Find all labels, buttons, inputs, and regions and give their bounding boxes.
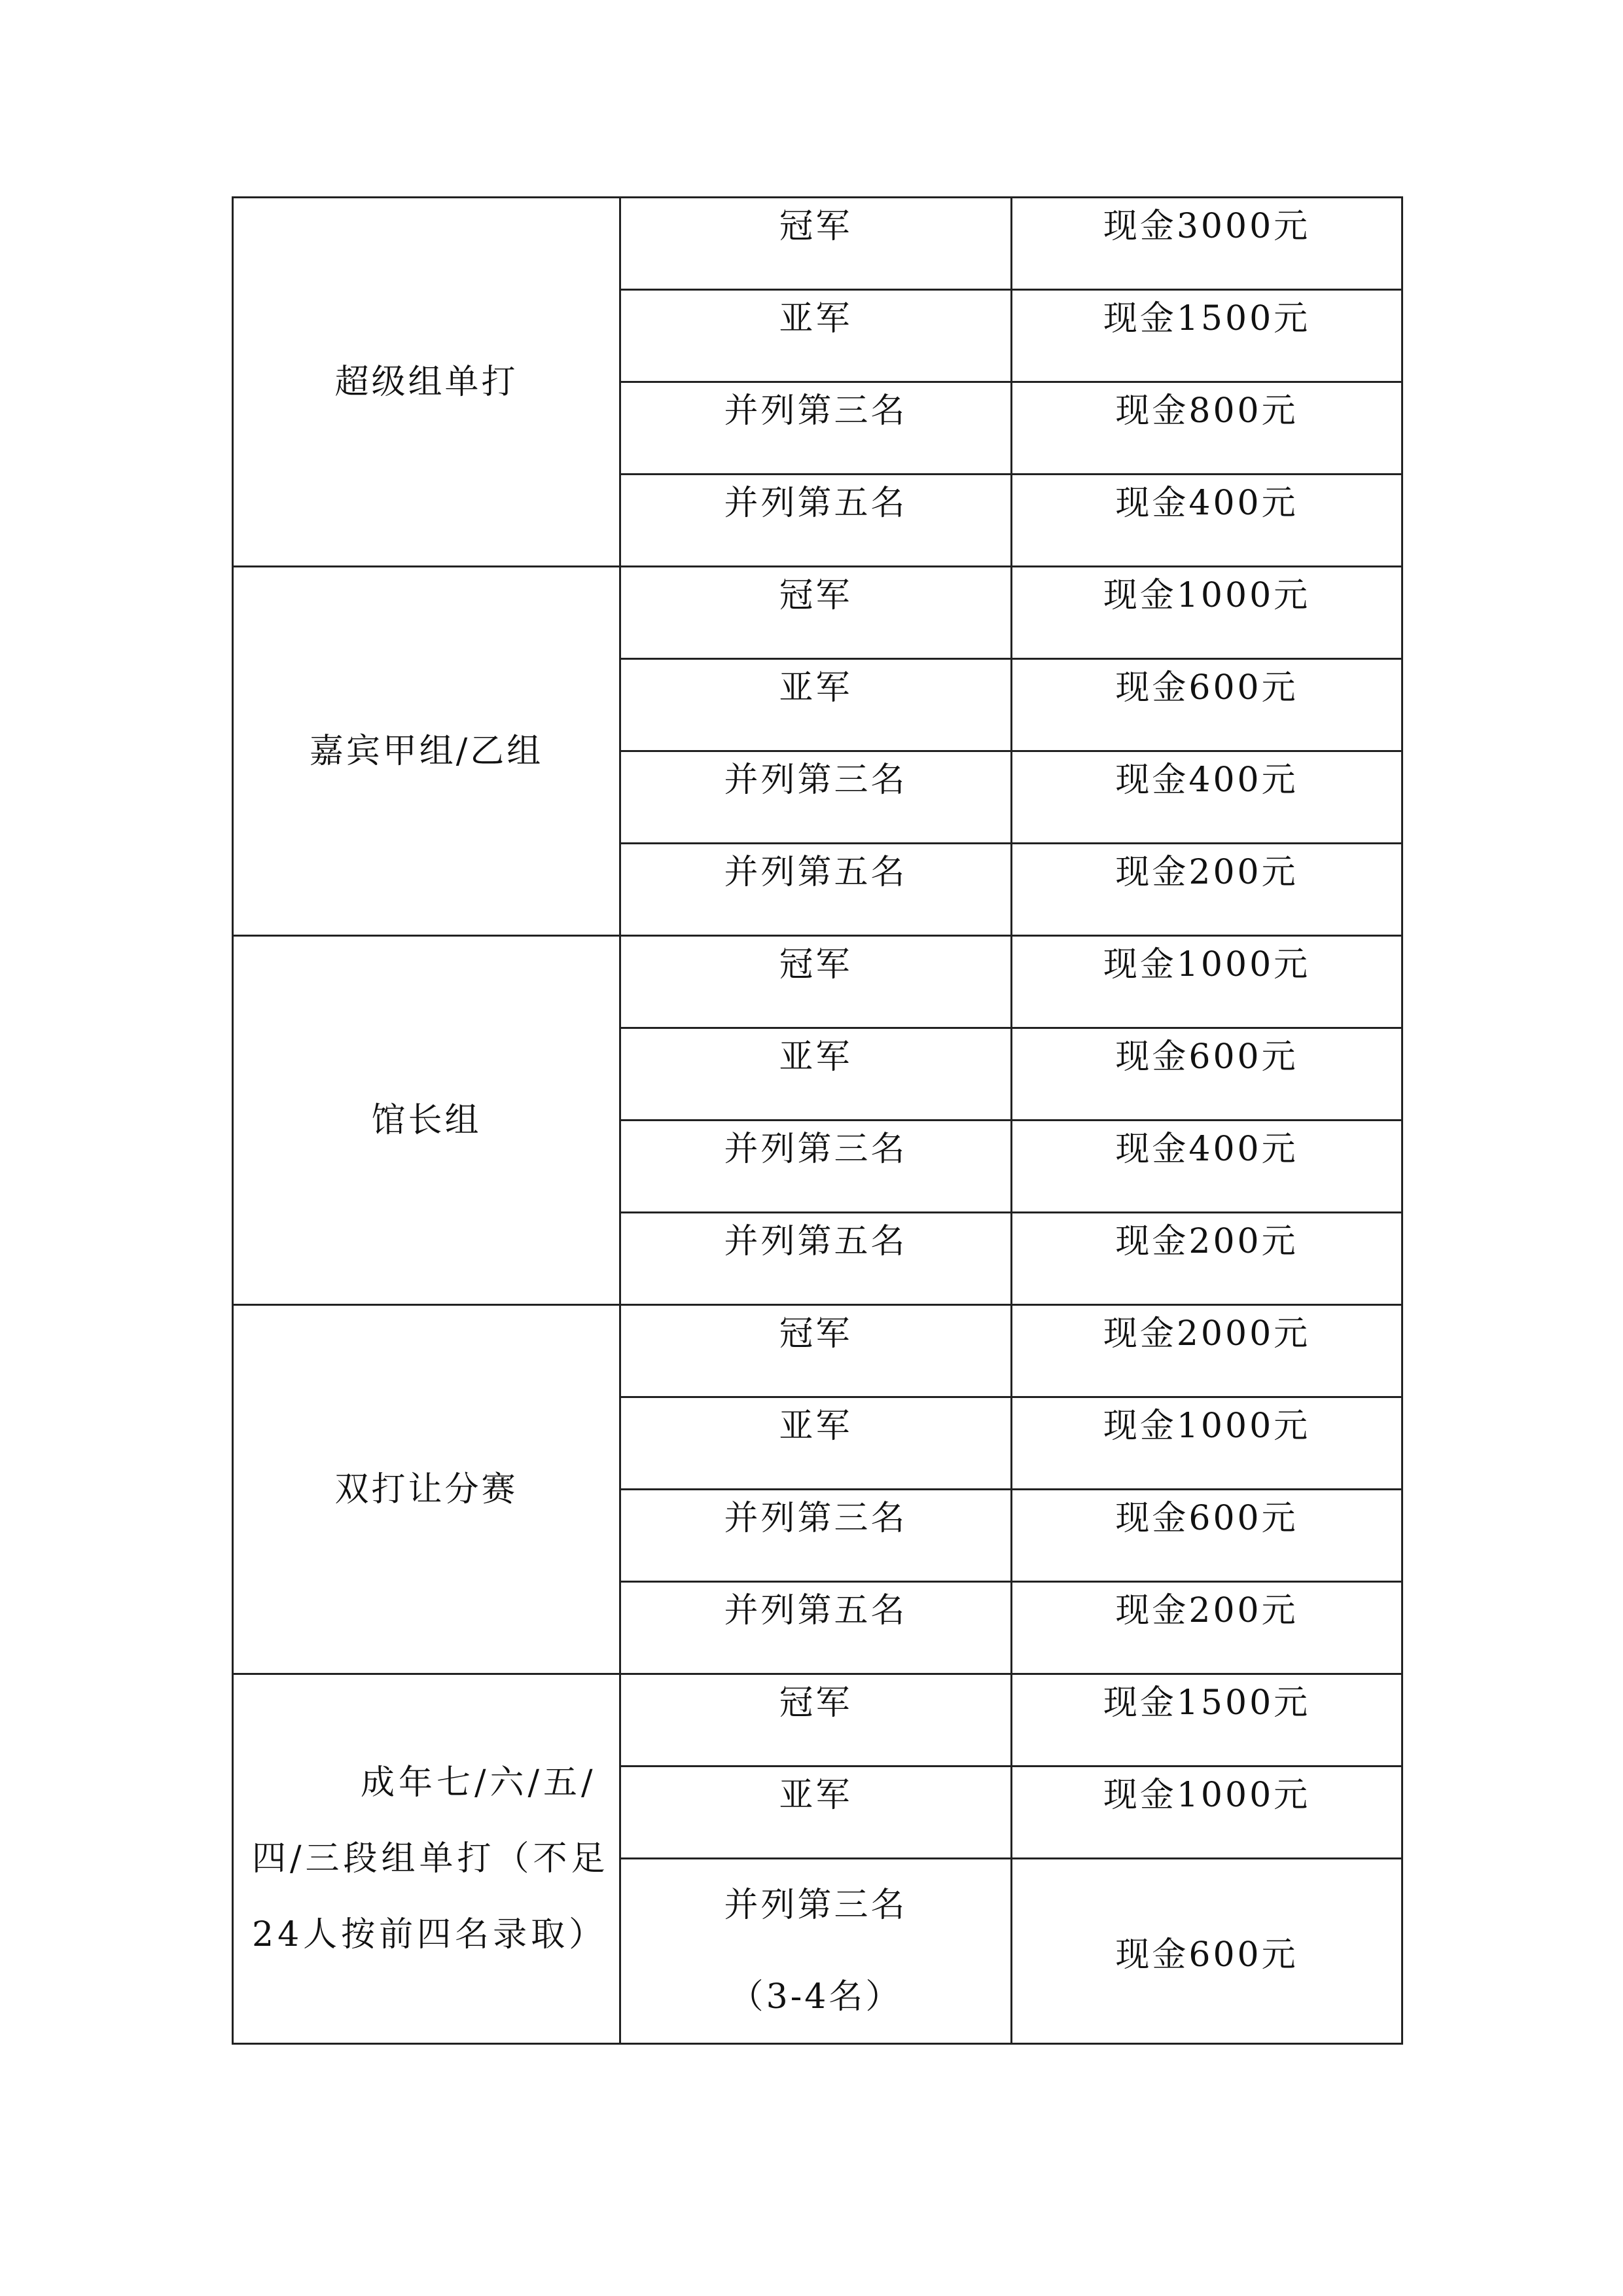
group-name-cell xyxy=(233,936,620,1305)
award-cell xyxy=(1012,751,1402,844)
award-cell xyxy=(1012,382,1402,475)
award-cell xyxy=(1012,1028,1402,1121)
award-amount: 现金600元 xyxy=(1115,1037,1298,1077)
award-cell xyxy=(1012,1213,1402,1305)
award-amount: 现金200元 xyxy=(1115,1222,1298,1261)
place-label: 并列第五名 xyxy=(724,484,908,523)
award-cell xyxy=(1012,290,1402,382)
place-cell xyxy=(620,1213,1012,1305)
place-label-line: （3-4名） xyxy=(729,1977,902,2017)
place-label: 冠军 xyxy=(779,1314,853,1354)
prize-table xyxy=(232,196,1403,2045)
award-cell xyxy=(1012,659,1402,751)
place-cell xyxy=(620,1767,1012,1859)
award-amount: 现金200元 xyxy=(1115,1591,1298,1630)
place-cell xyxy=(620,1397,1012,1490)
award-amount: 现金400元 xyxy=(1115,761,1298,800)
place-cell xyxy=(620,198,1012,290)
award-cell xyxy=(1012,1305,1402,1397)
place-label: 亚军 xyxy=(779,668,853,708)
place-cell xyxy=(620,659,1012,751)
award-cell xyxy=(1012,1674,1402,1767)
award-amount: 现金1000元 xyxy=(1103,1407,1311,1446)
award-amount: 现金1500元 xyxy=(1103,299,1311,338)
group-name-cell xyxy=(233,198,620,567)
group-name-cell xyxy=(233,1305,620,1674)
group-name-line: 24人按前四名录取） xyxy=(252,1915,607,1954)
place-cell xyxy=(620,1121,1012,1213)
group-name: 馆长组 xyxy=(371,1100,482,1140)
table-row xyxy=(233,567,1402,659)
award-cell xyxy=(1012,1490,1402,1582)
award-cell xyxy=(1012,1121,1402,1213)
group-name: 双打让分赛 xyxy=(334,1469,518,1509)
table-row xyxy=(233,1674,1402,1767)
award-cell xyxy=(1012,475,1402,567)
place-cell xyxy=(620,1305,1012,1397)
award-amount: 现金400元 xyxy=(1115,1130,1298,1169)
award-amount: 现金1500元 xyxy=(1103,1683,1311,1723)
award-amount: 现金600元 xyxy=(1115,668,1298,708)
award-cell xyxy=(1012,1859,1402,2044)
place-label: 冠军 xyxy=(779,1683,853,1723)
award-cell xyxy=(1012,936,1402,1028)
award-amount: 现金600元 xyxy=(1115,1499,1298,1538)
place-label: 并列第三名 xyxy=(724,761,908,800)
award-cell xyxy=(1012,567,1402,659)
award-cell xyxy=(1012,1397,1402,1490)
place-label: 亚军 xyxy=(779,299,853,338)
award-amount: 现金3000元 xyxy=(1103,207,1311,246)
place-label-line: 并列第三名 xyxy=(724,1886,908,1925)
award-amount: 现金200元 xyxy=(1115,853,1298,892)
place-cell xyxy=(620,751,1012,844)
group-name-cell xyxy=(233,567,620,936)
place-cell xyxy=(620,1859,1012,2044)
award-amount: 现金1000元 xyxy=(1103,1776,1311,1815)
place-cell xyxy=(620,936,1012,1028)
table-row xyxy=(233,198,1402,290)
place-label: 亚军 xyxy=(779,1776,853,1815)
place-cell xyxy=(620,290,1012,382)
place-cell xyxy=(620,844,1012,936)
place-label: 冠军 xyxy=(779,207,853,246)
place-label: 并列第五名 xyxy=(724,1222,908,1261)
award-cell xyxy=(1012,844,1402,936)
place-label: 并列第三名 xyxy=(724,1499,908,1538)
group-name: 超级组单打 xyxy=(334,362,518,402)
place-label: 并列第三名 xyxy=(724,1130,908,1169)
place-label: 并列第五名 xyxy=(724,1591,908,1630)
place-label: 冠军 xyxy=(779,576,853,615)
place-cell xyxy=(620,382,1012,475)
place-cell xyxy=(620,475,1012,567)
place-cell xyxy=(620,1490,1012,1582)
award-cell xyxy=(1012,1767,1402,1859)
place-label: 亚军 xyxy=(779,1037,853,1077)
award-amount: 现金2000元 xyxy=(1103,1314,1311,1354)
place-cell xyxy=(620,567,1012,659)
award-cell xyxy=(1012,1582,1402,1674)
award-amount: 现金800元 xyxy=(1115,391,1298,431)
table-row xyxy=(233,936,1402,1028)
group-name-line: 成年七/六/五/ xyxy=(361,1763,597,1803)
award-amount: 现金400元 xyxy=(1115,484,1298,523)
table-row xyxy=(233,1305,1402,1397)
place-label: 并列第五名 xyxy=(724,853,908,892)
group-name-line: 四/三段组单打（不足 xyxy=(252,1839,609,1878)
place-cell xyxy=(620,1674,1012,1767)
award-cell xyxy=(1012,198,1402,290)
place-cell xyxy=(620,1582,1012,1674)
place-label: 冠军 xyxy=(779,945,853,984)
award-amount: 现金600元 xyxy=(1115,1935,1298,1975)
place-cell xyxy=(620,1028,1012,1121)
group-name: 嘉宾甲组/乙组 xyxy=(309,731,544,771)
award-amount: 现金1000元 xyxy=(1103,945,1311,984)
group-name-cell xyxy=(233,1674,620,2044)
place-label: 亚军 xyxy=(779,1407,853,1446)
place-label: 并列第三名 xyxy=(724,391,908,431)
award-amount: 现金1000元 xyxy=(1103,576,1311,615)
